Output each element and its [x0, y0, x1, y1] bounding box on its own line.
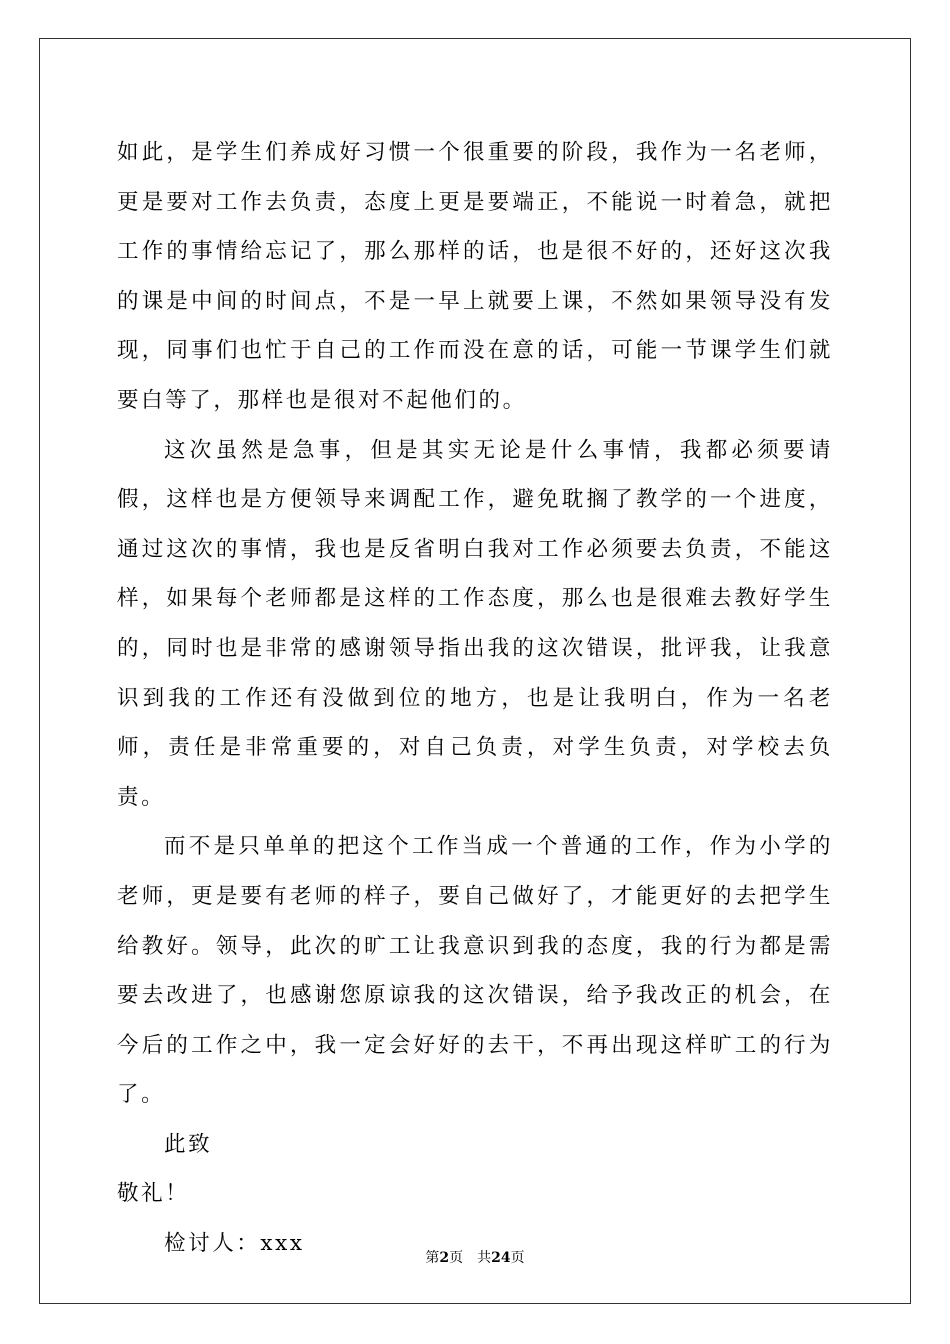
document-body: [117, 128, 833, 1269]
salutation-line: 敬礼！: [117, 1181, 190, 1207]
page-suffix: 页: [449, 1250, 464, 1266]
signature-line: 检讨人：xxx: [164, 1231, 305, 1257]
page-prefix: 第: [425, 1250, 440, 1266]
paragraph-3: 而不是只单单的把这个工作当成一个普通的工作，作为小学的老师，更是要有老师的样子，要自己做好了，才能更好的去把学生给教好。领导，此次的旷工让我意识到我的态度，我的行为都是需要去改进了，也感谢您原谅我的这次错误，给予我改正的机会，在今后的工作之中，我一定会好好的去干，不再出现这样旷工的行为了。: [117, 834, 833, 1108]
paragraph-continued: 如此，是学生们养成好习惯一个很重要的阶段，我作为一名老师，更是要对工作去负责，态度上更是要端正，不能说一时着急，就把工作的事情给忘记了，那么那样的话，也是很不好的，还好这次我的课是中间的时间点，不是一早上就要上课，不然如果领导没有发现，同事们也忙于自己的工作而没在意的话，可能一节课学生们就要白等了，那样也是很对不起他们的。: [117, 140, 833, 413]
total-prefix: 共: [477, 1250, 492, 1266]
paragraph-2: 这次虽然是急事，但是其实无论是什么事情，我都必须要请假，这样也是方便领导来调配工作，避免耽搁了教学的一个进度，通过这次的事情，我也是反省明白我对工作必须要去负责，不能这样，如果每个老师都是这样的工作态度，那么也是很难去教好学生的，同时也是非常的感谢领导指出我的这次错误，批评我，让我意识到我的工作还有没做到位的地方，也是让我明白，作为一名老师，责任是非常重要的，对自己负责，对学生负责，对学校去负责。: [117, 437, 833, 810]
total-suffix: 页: [510, 1250, 525, 1266]
page-footer: [0, 1247, 950, 1267]
total-pages: 24: [491, 1250, 511, 1266]
closing-line: 此致: [164, 1131, 213, 1157]
page-number: 2: [439, 1250, 450, 1266]
